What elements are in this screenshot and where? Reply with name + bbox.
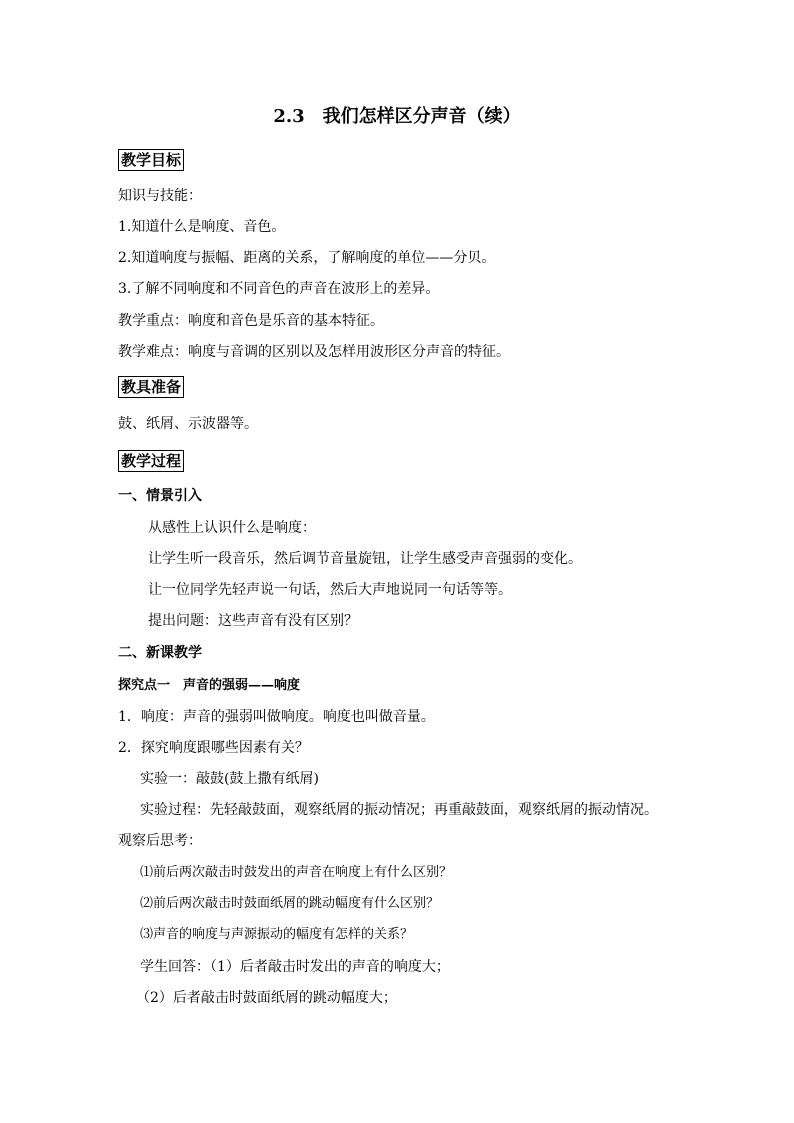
part1-line-3: 让一位同学先轻声说一句话，然后大声地说同一句话等等。 [148, 582, 512, 598]
knowledge-label: 知识与技能： [118, 188, 202, 204]
goal-item-1: 1.知道什么是响度、音色。 [118, 219, 286, 235]
section-heading-goals: 教学目标 [118, 149, 184, 171]
student-answer-2: （2）后者敲击时鼓面纸屑的跳动幅度大； [136, 990, 397, 1006]
part1-line-1: 从感性上认识什么是响度： [148, 520, 316, 536]
section-heading-process: 教学过程 [118, 450, 184, 472]
tools-list: 鼓、纸屑、示波器等。 [118, 416, 258, 432]
section-heading-tools: 教具准备 [118, 376, 184, 398]
key-point: 教学重点：响度和音色是乐音的基本特征。 [118, 313, 384, 329]
experiment-process: 实验过程：先轻敲鼓面，观察纸屑的振动情况；再重敲鼓面，观察纸屑的振动情况。 [140, 802, 658, 818]
goal-item-2: 2.知道响度与振幅、距离的关系，了解响度的单位——分贝。 [118, 250, 496, 266]
experiment-1: 实验一：敲鼓(鼓上撒有纸屑) [140, 771, 319, 787]
observe-label: 观察后思考： [118, 833, 202, 849]
item-2: 2．探究响度跟哪些因素有关？ [118, 740, 309, 756]
question-2: ⑵前后两次敲击时鼓面纸屑的跳动幅度有什么区别？ [140, 896, 440, 911]
explore-point-1-heading: 探究点一 声音的强弱——响度 [118, 678, 301, 693]
part2-heading: 二、新课教学 [118, 645, 202, 661]
part1-line-4: 提出问题：这些声音有没有区别？ [148, 613, 358, 629]
question-1: ⑴前后两次敲击时鼓发出的声音在响度上有什么区别？ [140, 865, 453, 880]
goal-item-3: 3.了解不同响度和不同音色的声音在波形上的差异。 [118, 281, 440, 297]
student-answer-1: 学生回答：（1）后者敲击时发出的声音的响度大； [140, 959, 450, 975]
part1-heading: 一、情景引入 [118, 488, 202, 504]
page-title: 2.3 我们怎样区分声音（续） [273, 106, 521, 127]
item-1: 1．响度：声音的强弱叫做响度。响度也叫做音量。 [118, 709, 435, 725]
question-3: ⑶声音的响度与声源振动的幅度有怎样的关系？ [140, 927, 414, 942]
difficult-point: 教学难点：响度与音调的区别以及怎样用波形区分声音的特征。 [118, 344, 510, 360]
part1-line-2: 让学生听一段音乐，然后调节音量旋钮，让学生感受声音强弱的变化。 [148, 551, 582, 567]
